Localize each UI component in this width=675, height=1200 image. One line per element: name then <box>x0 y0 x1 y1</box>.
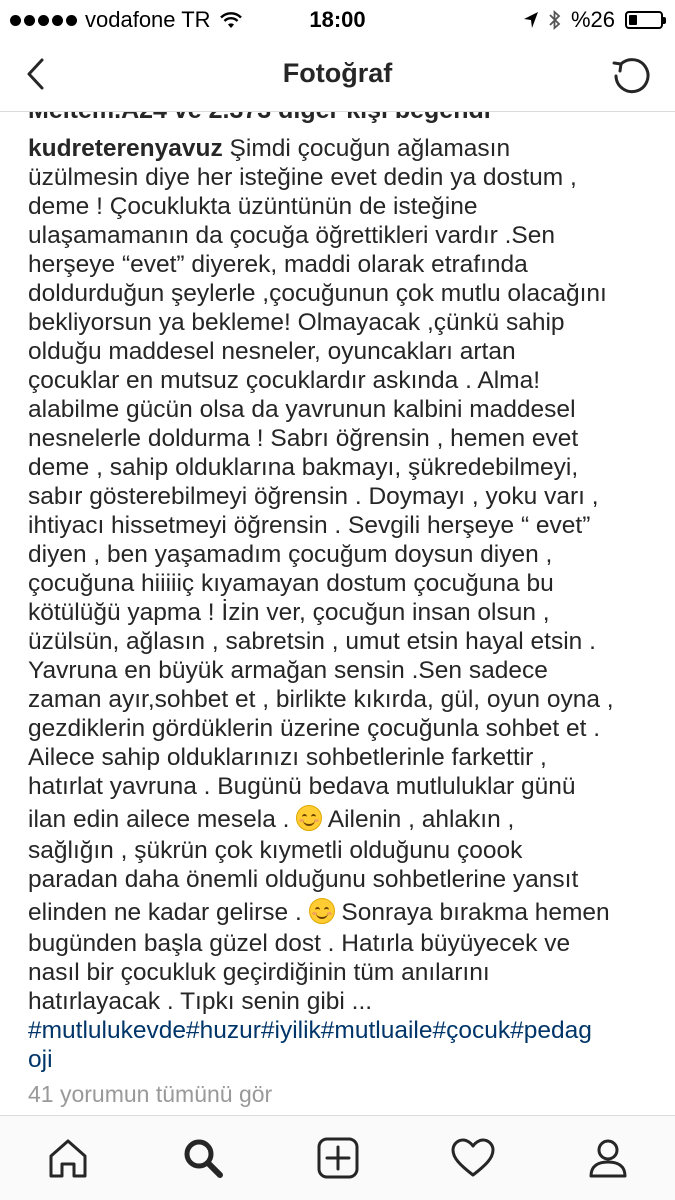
search-icon <box>181 1136 225 1180</box>
bottom-tab-bar <box>0 1115 675 1200</box>
caption-line: herşeye “evet” diyerek, maddi olarak etrafında <box>28 251 528 278</box>
caption-username[interactable]: kudreterenyavuz <box>28 135 223 162</box>
caption-line: zaman ayır,sohbet et , birlikte kıkırda, gül, oyun oyna , <box>28 686 614 713</box>
caption-line: olduğu maddesel nesneler, oyuncakları artan <box>28 338 516 365</box>
caption-line: sağlığın , şükrün çok kıymetli olduğunu çoook <box>28 837 523 864</box>
caption-text: Ailenin , ahlakın , <box>322 806 515 833</box>
tab-activity[interactable] <box>445 1130 501 1186</box>
caption-line: doldurduğun şeylerle ,çocuğunun çok mutlu olacağını <box>28 280 607 307</box>
status-time: 18:00 <box>309 7 366 32</box>
profile-icon <box>586 1136 630 1180</box>
battery-icon <box>625 11 663 29</box>
caption-line: bugünden başla güzel dost . Hatırla büyüyecek ve <box>28 930 571 957</box>
tab-profile[interactable] <box>580 1130 636 1186</box>
post-caption <box>28 134 653 1074</box>
caption-line: üzülsün, ağlasın , sabretsin , umut etsin hayal etsin . <box>28 628 596 655</box>
battery-fill <box>629 15 637 25</box>
caption-line: çocuklar en mutsuz çocuklardır askında . Alma! <box>28 367 540 394</box>
caption-line: alabilme gücün olsa da yavrunun kalbini maddesel <box>28 396 576 423</box>
caption-text: Sonraya bırakma hemen <box>334 899 610 926</box>
caption-line: diyen , ben yaşamadım çocuğum doysun diyen , <box>28 541 553 568</box>
hashtags-line[interactable]: oji <box>28 1046 53 1073</box>
caption-line-with-emoji <box>28 898 653 927</box>
caption-line: nesnelerle doldurma ! Sabrı öğrensin , hemen evet <box>28 425 579 452</box>
smiling-face-emoji-icon <box>296 805 322 831</box>
carrier-name: vodafone TR <box>85 7 211 32</box>
caption-line: Şimdi çocuğun ağlamasın <box>222 135 511 162</box>
status-right <box>523 7 663 33</box>
smiling-face-emoji-icon <box>309 898 335 924</box>
caption-line: kötülüğü yapma ! İzin ver, çocuğun insan olsun , <box>28 599 550 626</box>
caption-text: elinden ne kadar gelirse . <box>28 899 309 926</box>
hashtags-line[interactable]: #mutlulukevde#huzur#iyilik#mutluaile#çocuk#pedag <box>28 1017 592 1044</box>
nav-header <box>0 40 675 112</box>
tab-add-post[interactable] <box>310 1130 366 1186</box>
nav-divider <box>0 111 675 112</box>
bluetooth-icon <box>549 10 561 30</box>
caption-line: deme ! Çocuklukta üzüntünün de isteğine <box>28 193 478 220</box>
view-all-comments-link[interactable]: 41 yorumun tümünü gör <box>28 1081 273 1107</box>
caption-line: çocuğuna hiiiiiç kıyamayan dostum çocuğuna bu <box>28 570 554 597</box>
caption-line: Yavruna en büyük armağan sensin .Sen sadece <box>28 657 548 684</box>
caption-first-line <box>28 134 653 163</box>
caption-line: sabır gösterebilmeyi öğrensin . Doymayı , yoku varı , <box>28 483 599 510</box>
activity-heart-icon <box>450 1137 496 1179</box>
battery-percent: %26 <box>570 7 615 32</box>
caption-line: gezdiklerin gördüklerin üzerine çocuğunla sohbet et . <box>28 715 601 742</box>
status-bar <box>0 0 675 40</box>
caption-line-with-emoji <box>28 805 653 834</box>
page-title: Fotoğraf <box>282 58 393 88</box>
location-arrow-icon <box>523 11 539 29</box>
tab-home[interactable] <box>40 1130 96 1186</box>
caption-line: nasıl bir çocukluk geçirdiğinin tüm anılarını <box>28 959 490 986</box>
add-post-icon <box>316 1136 360 1180</box>
caption-line: hatırlat yavruna . Bugünü bedava mutluluklar günü <box>28 773 576 800</box>
caption-line: hatırlayacak . Tıpkı senin gibi ... <box>28 988 373 1015</box>
caption-line: bekliyorsun ya bekleme! Olmayacak ,çünkü sahip <box>28 309 565 336</box>
home-icon <box>46 1136 90 1180</box>
caption-line: üzülmesin diye her isteğine evet dedin ya dostum , <box>28 164 577 191</box>
caption-line: Ailece sahip olduklarınızı sohbetlerinle farkettir , <box>28 744 547 771</box>
caption-line: paradan daha önemli olduğunu sohbetlerine yansıt <box>28 866 579 893</box>
tab-search[interactable] <box>175 1130 231 1186</box>
caption-line: ihtiyacı hissetmeyi öğrensin . Sevgili herşeye “ evet” <box>28 512 591 539</box>
caption-text: ilan edin ailece mesela . <box>28 806 297 833</box>
refresh-icon[interactable] <box>609 54 655 100</box>
caption-line: deme , sahip olduklarına bakmayı, şükredebilmeyi, <box>28 454 579 481</box>
caption-line: ulaşamamanın da çocuğa öğrettikleri vardır .Sen <box>28 222 556 249</box>
